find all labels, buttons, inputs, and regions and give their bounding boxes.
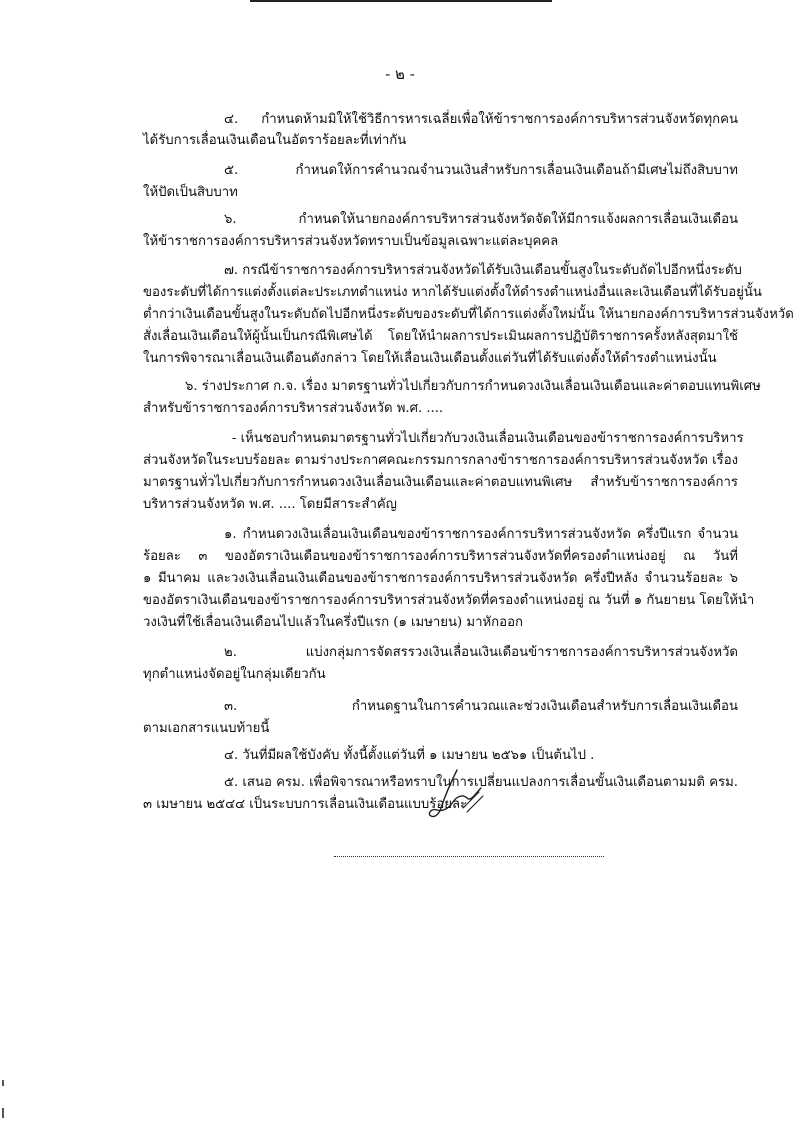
resolution-line-4: บริหารส่วนจังหวัด พ.ศ. .... โดยมีสาระสำคัญ bbox=[143, 497, 397, 512]
top-rule bbox=[250, 0, 552, 2]
para-6-line-1: ๖. กำหนดให้นายกองค์การบริหารส่วนจังหวัดจัดให้มีการแจ้งผลการเลื่อนเงินเดือน bbox=[224, 212, 738, 227]
item-6-line-1: ๖. ร่างประกาศ ก.จ. เรื่อง มาตรฐานทั่วไปเกี่ยวกับการกำหนดวงเงินเลื่อนเงินเดือนและค่าตอบแทนพิเศษ bbox=[185, 379, 761, 394]
dotted-closing-line bbox=[334, 856, 604, 857]
sub-1-line-1: ๑. กำหนดวงเงินเลื่อนเงินเดือนของข้าราชการองค์การบริหารส่วนจังหวัด ครึ่งปีแรก จำนวน bbox=[224, 527, 738, 542]
para-5-line-1: ๕. กำหนดให้การคำนวณจำนวนเงินสำหรับการเลื่อนเงินเดือนถ้ามีเศษไม่ถึงสิบบาท bbox=[224, 163, 738, 178]
handwritten-signature bbox=[423, 768, 485, 830]
para-6-line-2: ให้ข้าราชการองค์การบริหารส่วนจังหวัดทราบเป็นข้อมูลเฉพาะแต่ละบุคคล bbox=[143, 234, 559, 249]
sub-1-line-3: ๑ มีนาคม และวงเงินเลื่อนเงินเดือนของข้าราชการองค์การบริหารส่วนจังหวัด ครึ่งปีหลัง จำนวนร้อยละ ๖ bbox=[143, 571, 738, 586]
scan-margin-mark bbox=[2, 1108, 4, 1118]
para-4-line-2: ได้รับการเลื่อนเงินเดือนในอัตราร้อยละที่เท่ากัน bbox=[143, 133, 407, 148]
item-6-line-2: สำหรับข้าราชการองค์การบริหารส่วนจังหวัด พ.ศ. .... bbox=[143, 401, 444, 416]
sub-2-line-1: ๒. แบ่งกลุ่มการจัดสรรวงเงินเลื่อนเงินเดือนข้าราชการองค์การบริหารส่วนจังหวัด bbox=[224, 645, 738, 660]
sub-1-line-5: วงเงินที่ใช้เลื่อนเงินเดือนไปแล้วในครึ่งปีแรก (๑ เมษายน) มาหักออก bbox=[143, 615, 523, 630]
resolution-line-2: ส่วนจังหวัดในระบบร้อยละ ตามร่างประกาศคณะกรรมการกลางข้าราชการองค์การบริหารส่วนจังหวัด เรื่อง bbox=[143, 453, 739, 468]
resolution-line-1: - เห็นชอบกำหนดมาตรฐานทั่วไปเกี่ยวกับวงเงินเลื่อนเงินเดือนของข้าราชการองค์การบริหาร bbox=[232, 431, 744, 446]
scan-margin-mark bbox=[2, 1080, 4, 1086]
sub-5-line-1: ๕. เสนอ ครม. เพื่อพิจารณาหรือทราบในการเปลี่ยนแปลงการเลื่อนขั้นเงินเดือนตามมติ ครม. bbox=[224, 775, 738, 790]
para-7-line-5: ในการพิจารณาเลื่อนเงินเดือนดังกล่าว โดยให้เลื่อนเงินเดือนตั้งแต่วันที่ได้รับแต่งตั้งให้ดำรงตำแหน่งนั้น bbox=[143, 351, 717, 366]
para-5-line-2: ให้ปัดเป็นสิบบาท bbox=[143, 185, 238, 200]
para-7-line-3: ต่ำกว่าเงินเดือนขั้นสูงในระดับถัดไปอีกหนึ่งระดับของระดับที่ได้การแต่งตั้งใหม่นั้น ให้นายกองค์การบริหารส่วนจังหวัด bbox=[143, 307, 794, 322]
sub-2-line-2: ทุกตำแหน่งจัดอยู่ในกลุ่มเดียวกัน bbox=[143, 667, 326, 682]
sub-3-line-1: ๓. กำหนดฐานในการคำนวณและช่วงเงินเดือนสำหรับการเลื่อนเงินเดือน bbox=[224, 699, 738, 714]
para-7-line-4: สั่งเลื่อนเงินเดือนให้ผู้นั้นเป็นกรณีพิเศษได้ โดยให้นำผลการประเมินผลการปฏิบัติราชการครั้งหลังสุดมาใช้ bbox=[143, 329, 738, 344]
sub-3-line-2: ตามเอกสารแนบท้ายนี้ bbox=[143, 721, 270, 736]
sub-1-line-2: ร้อยละ ๓ ของอัตราเงินเดือนของข้าราชการองค์การบริหารส่วนจังหวัดที่ครองตำแหน่งอยู่ ณ วันที่ bbox=[143, 549, 738, 564]
sub-5-line-2: ๓ เมษายน ๒๕๔๔ เป็นระบบการเลื่อนเงินเดือนแบบร้อยละ bbox=[143, 797, 468, 812]
sub-1-line-4: ของอัตราเงินเดือนของข้าราชการองค์การบริหารส่วนจังหวัดที่ครองตำแหน่งอยู่ ณ วันที่ ๑ กันยายน โดยให้นำ bbox=[143, 593, 755, 608]
para-4-line-1: ๔. กำหนดห้ามมิให้ใช้วิธีการหารเฉลี่ยเพื่อให้ข้าราชการองค์การบริหารส่วนจังหวัดทุกคน bbox=[224, 112, 738, 127]
page-number: - ๒ - bbox=[385, 65, 415, 83]
para-7-line-2: ของระดับที่ได้การแต่งตั้งแต่ละประเภทตำแหน่ง หากได้รับแต่งตั้งให้ดำรงตำแหน่งอื่นและเงินเดือนที่ได้รับอยู่นั้น bbox=[143, 285, 762, 300]
resolution-line-3: มาตรฐานทั่วไปเกี่ยวกับการกำหนดวงเงินเลื่อนเงินเดือนและค่าตอบแทนพิเศษ สำหรับข้าราชการองค์การ bbox=[143, 475, 738, 490]
para-7-line-1: ๗. กรณีข้าราชการองค์การบริหารส่วนจังหวัดได้รับเงินเดือนขั้นสูงในระดับถัดไปอีกหนึ่งระดับ bbox=[224, 263, 742, 278]
sub-4-line-1: ๔. วันที่มีผลใช้บังคับ ทั้งนี้ตั้งแต่วันที่ ๑ เมษายน ๒๕๖๑ เป็นต้นไป . bbox=[224, 748, 595, 763]
